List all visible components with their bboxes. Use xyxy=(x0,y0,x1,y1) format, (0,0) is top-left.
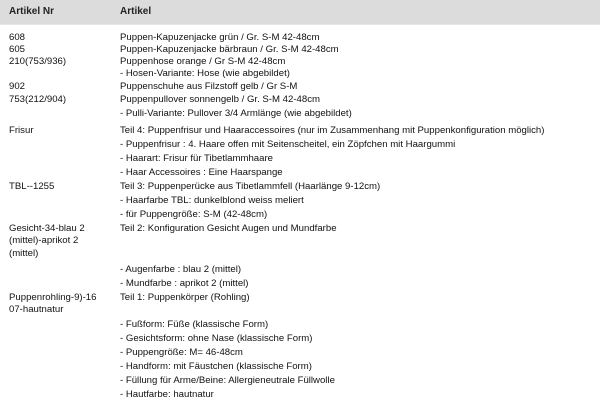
artikel-nr-cell: 902 xyxy=(9,81,26,92)
artikel-cell: Puppenpullover sonnengelb / Gr. S-M 42-48cm xyxy=(120,94,320,105)
artikel-detail-line: - Haarfarbe TBL: dunkelblond weiss meliert xyxy=(120,195,304,206)
artikel-nr-cell: 608 xyxy=(9,32,26,43)
artikel-detail-line: - Hosen-Variante: Hose (wie abgebildet) xyxy=(120,68,290,79)
artikel-detail-line: - Haarart: Frisur für Tibetlammhaare xyxy=(120,153,274,164)
artikel-cell: Puppenschuhe aus Filzstoff gelb / Gr S-M xyxy=(120,81,298,92)
column-header-artikel-nr: Artikel Nr xyxy=(9,6,55,17)
artikel-detail-line: - Füllung für Arme/Beine: Allergieneutrale Füllwolle xyxy=(120,375,335,386)
artikel-nr-cell: Gesicht-34-blau 2 xyxy=(9,223,85,234)
artikel-nr-cell: (mittel)-aprikot 2 xyxy=(9,235,79,246)
artikel-nr-cell: 07-hautnatur xyxy=(9,304,64,315)
column-header-artikel: Artikel xyxy=(120,6,152,17)
artikel-cell: Teil 2: Konfiguration Gesicht Augen und Mundfarbe xyxy=(120,223,337,234)
artikel-nr-cell: 210(753/936) xyxy=(9,56,67,67)
artikel-cell: Teil 4: Puppenfrisur und Haaraccessoires (nur im Zusammenhang mit Puppenkonfiguration möglich) xyxy=(120,125,545,136)
artikel-cell: Teil 3: Puppenperücke aus Tibetlammfell (Haarlänge 9-12cm) xyxy=(120,181,381,192)
artikel-cell: Puppenhose orange / Gr S-M 42-48cm xyxy=(120,56,286,67)
artikel-cell: Puppen-Kapuzenjacke grün / Gr. S-M 42-48cm xyxy=(120,32,320,43)
artikel-detail-line: - Handform: mit Fäustchen (klassische Form) xyxy=(120,361,312,372)
artikel-nr-cell: TBL--1255 xyxy=(9,181,55,192)
artikel-nr-cell: Puppenrohling-9)-16 xyxy=(9,292,97,303)
artikel-detail-line: - Mundfarbe : aprikot 2 (mittel) xyxy=(120,278,249,289)
artikel-detail-line: - Gesichtsform: ohne Nase (klassische Form) xyxy=(120,333,313,344)
artikel-detail-line: - Puppengröße: M= 46-48cm xyxy=(120,347,243,358)
header-divider xyxy=(0,24,600,25)
artikel-detail-line: - für Puppengröße: S-M (42-48cm) xyxy=(120,209,268,220)
artikel-nr-cell: 753(212/904) xyxy=(9,94,67,105)
artikel-nr-cell: 605 xyxy=(9,44,26,55)
artikel-detail-line: - Fußform: Füße (klassische Form) xyxy=(120,319,269,330)
artikel-cell: Puppen-Kapuzenjacke bärbraun / Gr. S-M 42-48cm xyxy=(120,44,339,55)
artikel-detail-line: - Pulli-Variante: Pullover 3/4 Armlänge (wie abgebildet) xyxy=(120,108,352,119)
artikel-detail-line: - Haar Accessoires : Eine Haarspange xyxy=(120,167,283,178)
artikel-detail-line: - Augenfarbe : blau 2 (mittel) xyxy=(120,264,242,275)
artikel-nr-cell: Frisur xyxy=(9,125,34,136)
artikel-detail-line: - Puppenfrisur : 4. Haare offen mit Seitenscheitel, ein Zöpfchen mit Haargummi xyxy=(120,139,456,150)
artikel-detail-line: - Hautfarbe: hautnatur xyxy=(120,389,214,400)
artikel-cell: Teil 1: Puppenkörper (Rohling) xyxy=(120,292,250,303)
table-header xyxy=(0,0,600,24)
artikel-nr-cell: (mittel) xyxy=(9,248,39,259)
